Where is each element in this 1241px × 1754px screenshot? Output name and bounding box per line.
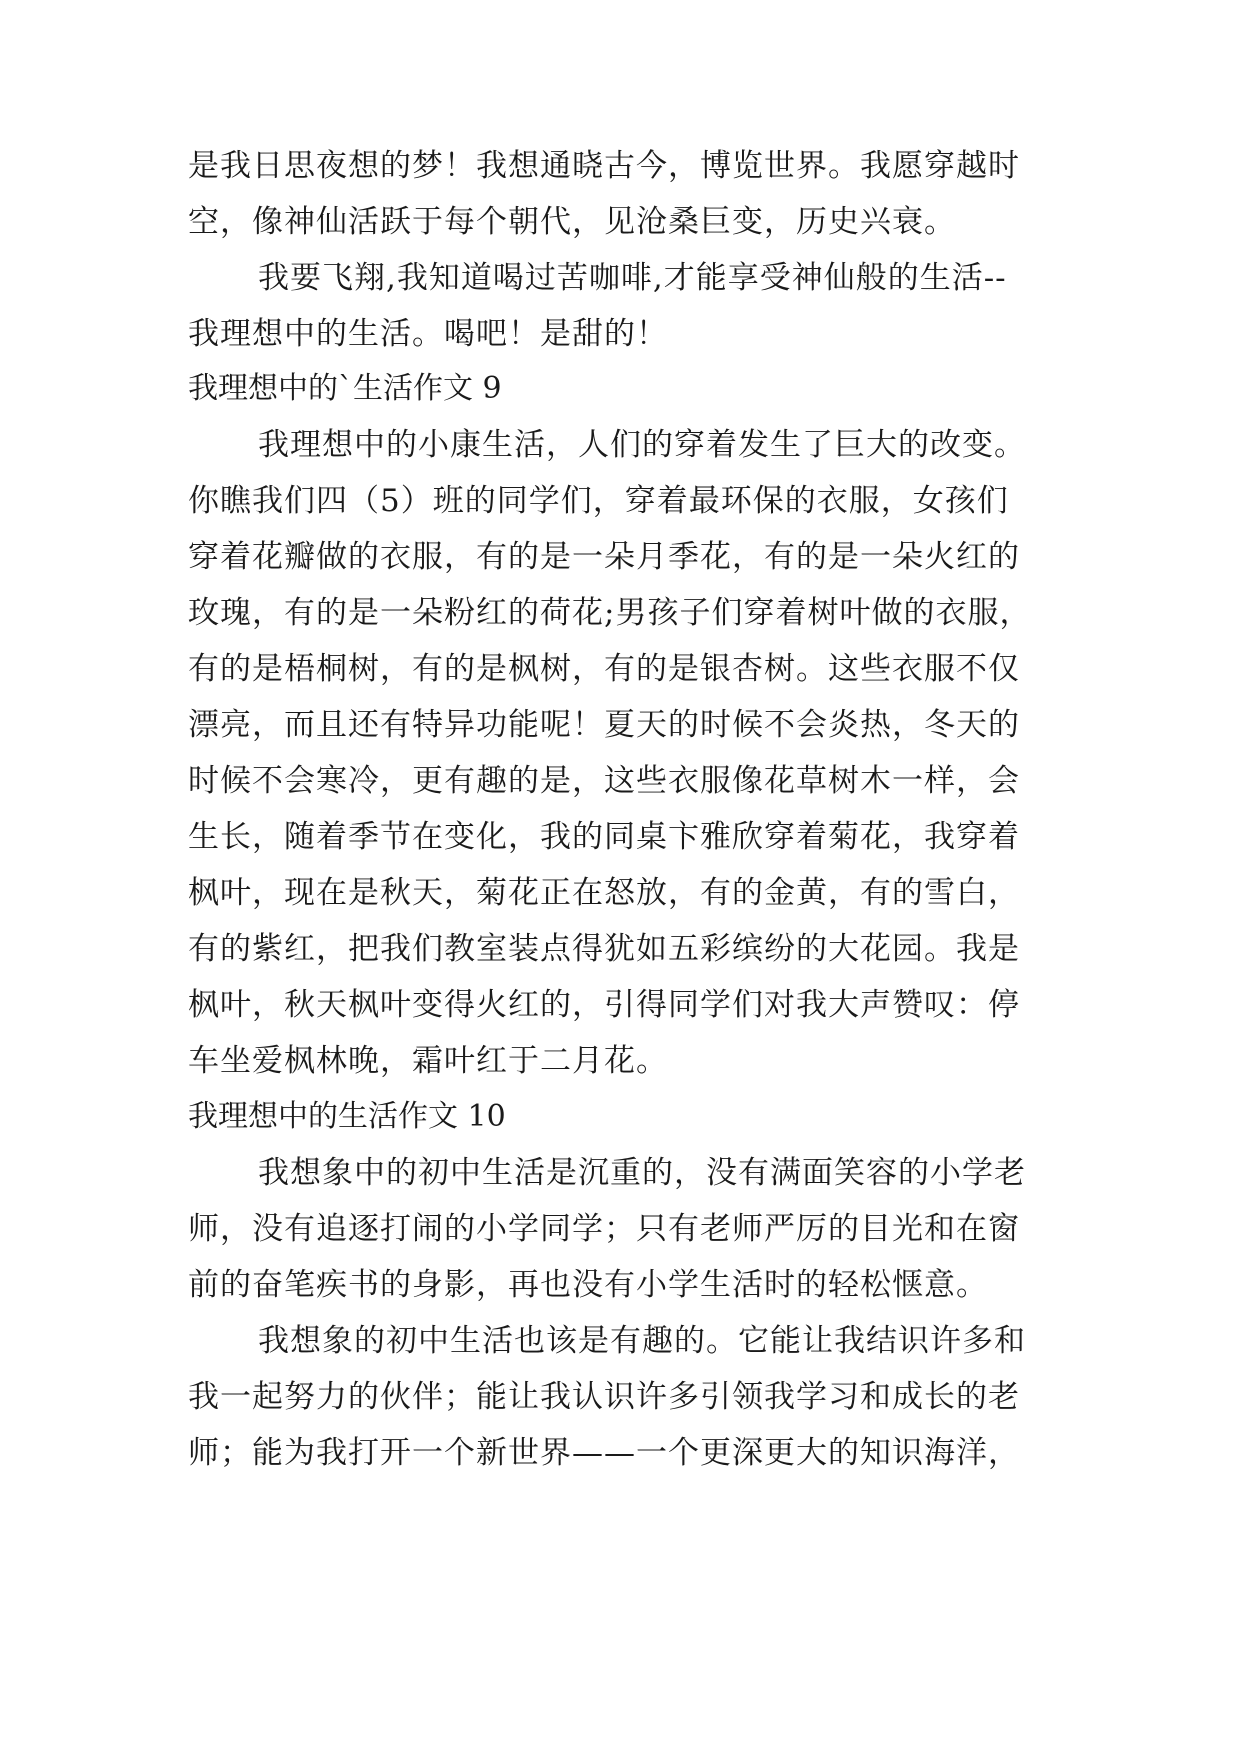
text-line: 空，像神仙活跃于每个朝代，见沧桑巨变，历史兴衰。 xyxy=(188,204,956,240)
text-line: 穿着花瓣做的衣服，有的是一朵月季花，有的是一朵火红的 xyxy=(188,539,1020,575)
text-line: 前的奋笔疾书的身影，再也没有小学生活时的轻松惬意。 xyxy=(188,1267,988,1303)
text-line: 有的是梧桐树，有的是枫树，有的是银杏树。这些衣服不仅 xyxy=(188,651,1020,687)
text-line: 我想象中的初中生活是沉重的，没有满面笑容的小学老 xyxy=(258,1155,1026,1191)
text-line: 师；能为我打开一个新世界——一个更深更大的知识海洋， xyxy=(188,1435,1020,1471)
text-line: 有的紫红，把我们教室装点得犹如五彩缤纷的大花园。我是 xyxy=(188,931,1020,967)
section-heading: 我理想中的`生活作文 9 xyxy=(188,371,502,406)
text-line: 是我日思夜想的梦！我想通晓古今，博览世界。我愿穿越时 xyxy=(188,148,1020,184)
text-line: 枫叶，现在是秋天，菊花正在怒放，有的金黄，有的雪白， xyxy=(188,875,1020,911)
text-line: 你瞧我们四（5）班的同学们，穿着最环保的衣服，女孩们 xyxy=(188,483,1009,519)
text-line: 师，没有追逐打闹的小学同学；只有老师严厉的目光和在窗 xyxy=(188,1211,1020,1247)
section-heading: 我理想中的生活作文 10 xyxy=(188,1099,506,1134)
text-line: 枫叶，秋天枫叶变得火红的，引得同学们对我大声赞叹：停 xyxy=(188,987,1020,1023)
text-line: 生长，随着季节在变化，我的同桌卞雅欣穿着菊花，我穿着 xyxy=(188,819,1020,855)
text-line: 漂亮，而且还有特异功能呢！夏天的时候不会炎热，冬天的 xyxy=(188,707,1020,743)
text-line: 时候不会寒冷，更有趣的是，这些衣服像花草树木一样，会 xyxy=(188,763,1020,799)
text-line: 我理想中的小康生活，人们的穿着发生了巨大的改变。 xyxy=(258,427,1026,463)
text-line: 我一起努力的伙伴；能让我认识许多引领我学习和成长的老 xyxy=(188,1379,1020,1415)
text-line: 玫瑰，有的是一朵粉红的荷花;男孩子们穿着树叶做的衣服， xyxy=(188,595,1032,631)
text-line: 我想象的初中生活也该是有趣的。它能让我结识许多和 xyxy=(258,1323,1026,1359)
text-line: 我理想中的生活。喝吧！是甜的！ xyxy=(188,316,668,352)
text-line: 我要飞翔,我知道喝过苦咖啡,才能享受神仙般的生活-- xyxy=(258,260,1007,296)
text-line: 车坐爱枫林晚，霜叶红于二月花。 xyxy=(188,1043,668,1079)
